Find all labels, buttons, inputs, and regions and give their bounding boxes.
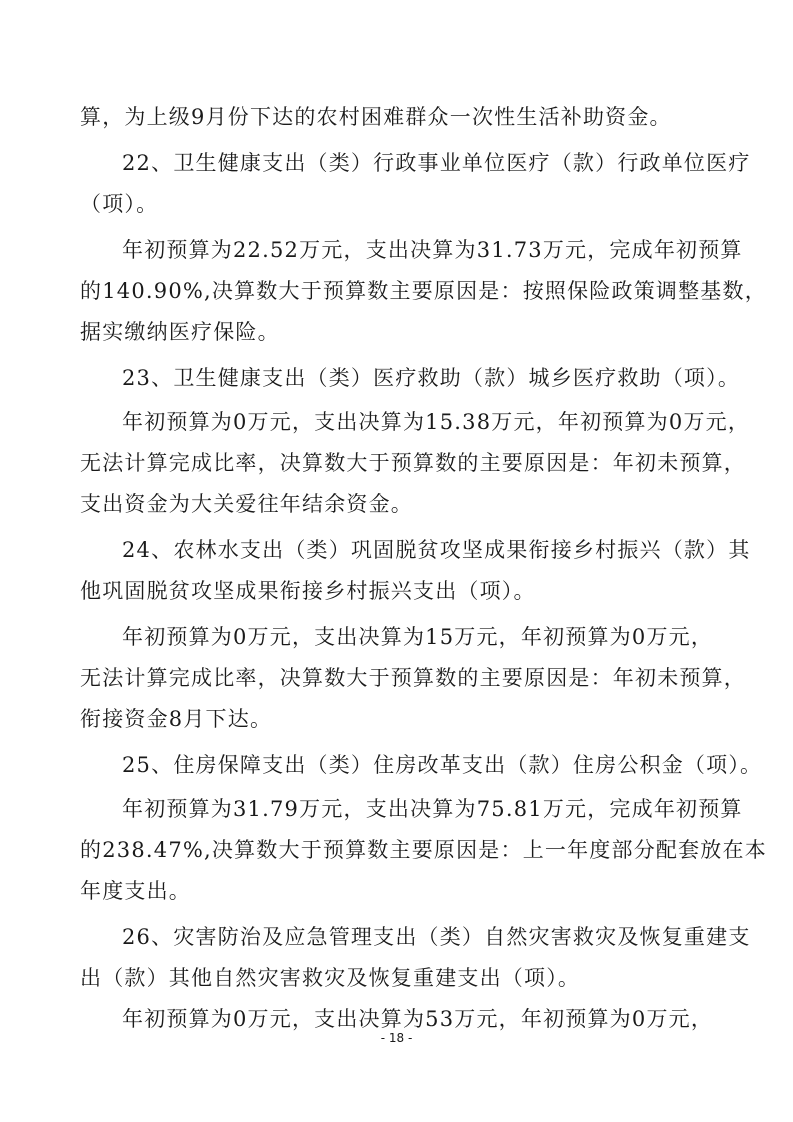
- text-line: 支出资金为大关爱往年结余资金。: [80, 492, 413, 516]
- text-line: 22、卫生健康支出（类）行政事业单位医疗（款）行政单位医疗: [122, 151, 751, 175]
- text-line: 年初预算为31.79万元，支出决算为75.81万元，完成年初预算: [122, 797, 743, 821]
- text-line: 年初预算为0万元，支出决算为15.38万元，年初预算为0万元，: [122, 410, 751, 434]
- text-line: 出（款）其他自然灾害救灾及恢复重建支出（项）。: [80, 966, 581, 990]
- text-line: 25、住房保障支出（类）住房改革支出（款）住房公积金（项）。: [122, 753, 763, 777]
- text-line: 年初预算为0万元，支出决算为53万元，年初预算为0万元，: [122, 1007, 714, 1031]
- page-number: - 18 -: [380, 1031, 413, 1045]
- text-line: 年度支出。: [80, 879, 191, 903]
- text-line: （项）。: [80, 192, 159, 216]
- text-line: 年初预算为22.52万元，支出决算为31.73万元，完成年初预算: [122, 238, 743, 262]
- text-line: 他巩固脱贫攻坚成果衔接乡村振兴支出（项）。: [80, 579, 536, 603]
- text-line: 23、卫生健康支出（类）医疗救助（款）城乡医疗救助（项）。: [122, 366, 741, 390]
- text-line: 26、灾害防治及应急管理支出（类）自然灾害救灾及恢复重建支: [122, 925, 751, 949]
- text-line: 无法计算完成比率，决算数大于预算数的主要原因是：年初未预算，: [80, 666, 746, 690]
- text-line: 算，为上级9月份下达的农村困难群众一次性生活补助资金。: [80, 105, 672, 129]
- text-line: 24、农林水支出（类）巩固脱贫攻坚成果衔接乡村振兴（款）其: [122, 538, 751, 562]
- text-line: 无法计算完成比率，决算数大于预算数的主要原因是：年初未预算，: [80, 451, 746, 475]
- text-line: 据实缴纳医疗保险。: [80, 320, 280, 344]
- text-line: 年初预算为0万元，支出决算为15万元，年初预算为0万元，: [122, 625, 714, 649]
- text-line: 的238.47%,决算数大于预算数主要原因是：上一年度部分配套放在本: [80, 838, 767, 862]
- text-line: 的140.90%,决算数大于预算数主要原因是：按照保险政策调整基数，: [80, 279, 767, 303]
- text-line: 衔接资金8月下达。: [80, 707, 273, 731]
